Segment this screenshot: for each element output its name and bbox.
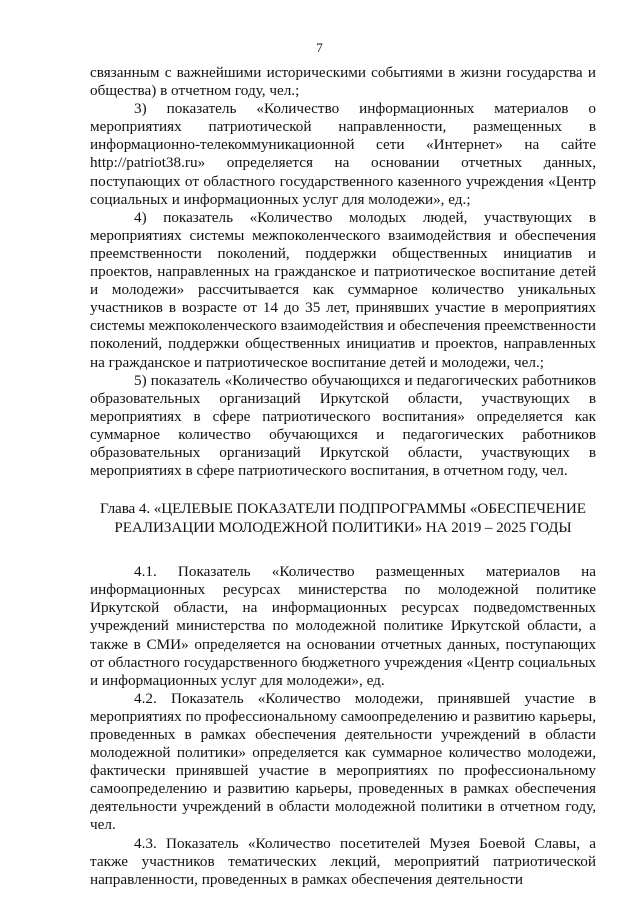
chapter-heading-line-2: РЕАЛИЗАЦИИ МОЛОДЕЖНОЙ ПОЛИТИКИ» НА 2019 – 2025 ГОДЫ [114, 519, 572, 537]
chapter-heading [90, 499, 596, 537]
paragraph-4-2: 4.2. Показатель «Количество молодежи, принявшей участие в мероприятиях по профессиональному самоопределению и развитию карьеры, проведенных в рамках обеспечения деятельности учреждений в области молодежной политики» определяется как суммарное количество молодежи, фактически принявшей участие в мероприятиях по профессиональному самоопределению и развитию карьеры, проведенных в рамках обеспечения деятельности учреждений в области молодежной политики в отчетном году, чел. [90, 689, 596, 834]
paragraph-indicator-3: 3) показатель «Количество информационных материалов о мероприятиях патриотической направленности, размещенных в информационно-телекоммуникационной сети «Интернет» на сайте http://patriot38.ru» определяется на основании отчетных данных, поступающих от областного государственного казенного учреждения «Центр социальных и информационных услуг для молодежи», ед.; [90, 100, 596, 208]
page-number: 7 [316, 40, 323, 55]
paragraph-indicator-5: 5) показатель «Количество обучающихся и педагогических работников образовательных организаций Иркутской области, участвующих в мероприятиях в сфере патриотического воспитания» определяется как суммарное количество обучающихся и педагогических работников образовательных организаций Иркутской области, участвующих в мероприятиях в сфере патриотического воспитания, в отчетном году, чел. [90, 371, 596, 480]
paragraph-indicator-4: 4) показатель «Количество молодых людей, участвующих в мероприятиях системы межпоколенческого взаимодействия и обеспечения преемственности поколений, поддержки общественных инициатив и проектов, направленных на гражданское и патриотическое воспитание детей и молодежи» рассчитывается как суммарное количество уникальных участников в возрасте от 14 до 35 лет, принявших участие в мероприятиях системы межпоколенческого взаимодействия и обеспечения преемственности поколений, поддержки общественных инициатив и проектов, направленных на гражданское и патриотическое воспитание детей и молодежи, чел.; [90, 208, 596, 371]
document-body [90, 64, 596, 889]
chapter-heading-line-1: Глава 4. «ЦЕЛЕВЫЕ ПОКАЗАТЕЛИ ПОДПРОГРАММЫ «ОБЕСПЕЧЕНИЕ [100, 500, 586, 518]
paragraph-4-1: 4.1. Показатель «Количество размещенных материалов на информационных ресурсах министерства по молодежной политике Иркутской области, на информационных ресурсах подведомственных учреждений министерства по молодежной политике Иркутской области, а также в СМИ» определяется на основании отчетных данных, поступающих от областного государственного бюджетного учреждения «Центр социальных и информационных услуг для молодежи», ед. [90, 563, 596, 689]
paragraph-4-3: 4.3. Показатель «Количество посетителей Музея Боевой Славы, а также участников тематических лекций, мероприятий патриотической направленности, проведенных в рамках обеспечения деятельности [90, 834, 596, 888]
paragraph-continuation: связанным с важнейшими историческими событиями в жизни государства и общества) в отчетном году, чел.; [90, 64, 596, 100]
